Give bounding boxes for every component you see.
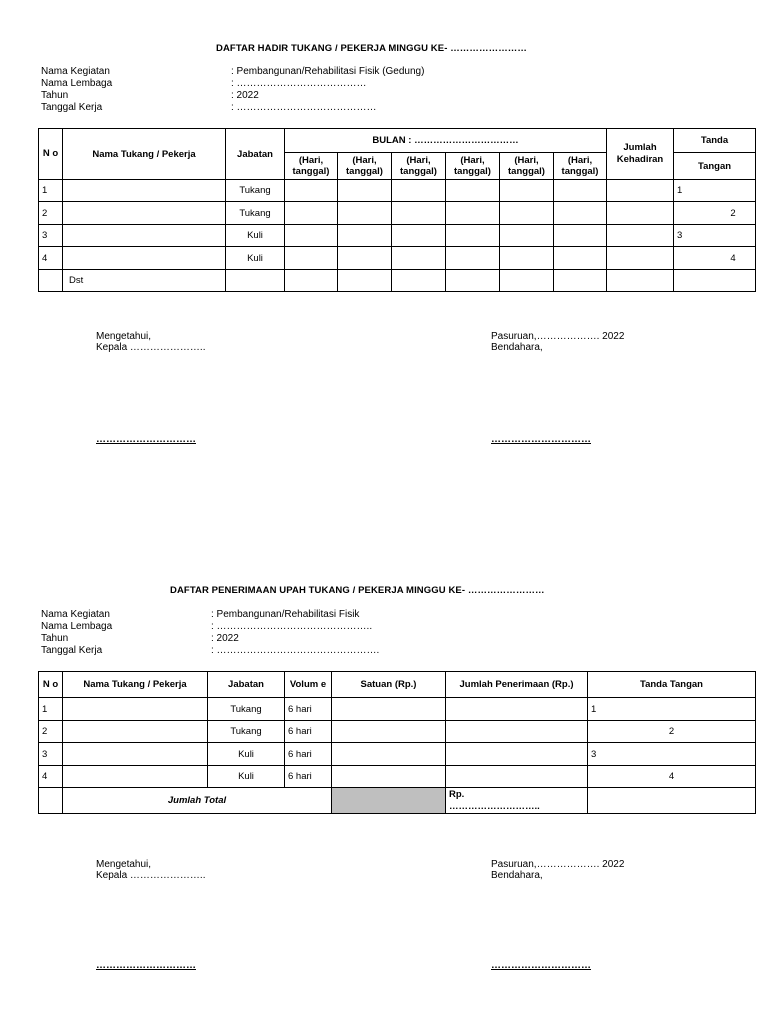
header-day: (Hari, tanggal) bbox=[500, 153, 554, 180]
header-tanda: Tanda bbox=[674, 129, 756, 153]
cell-no: 3 bbox=[39, 225, 63, 247]
cell-name bbox=[63, 202, 226, 225]
table-row bbox=[39, 247, 756, 270]
cell-jabatan: Tukang bbox=[208, 721, 285, 743]
total-amount bbox=[446, 788, 588, 814]
info-value: : Pembangunan/Rehabilitasi Fisik (Gedung) bbox=[231, 66, 425, 77]
attendance-title: DAFTAR HADIR TUKANG / PEKERJA MINGGU KE- …………………… bbox=[216, 43, 528, 54]
cell-jabatan: Tukang bbox=[226, 202, 285, 225]
signature-left bbox=[96, 859, 205, 881]
total-rp: Rp. bbox=[449, 788, 465, 800]
cell-jabatan: Tukang bbox=[226, 180, 285, 202]
info-value: : ……………………………………….. bbox=[211, 621, 373, 632]
sign-left-line: Mengetahui, bbox=[96, 331, 152, 342]
info-value: : Pembangunan/Rehabilitasi Fisik bbox=[211, 609, 360, 620]
cell-signature: 4 bbox=[588, 766, 756, 788]
cell-jabatan: Tukang bbox=[208, 698, 285, 721]
cell-signature: 3 bbox=[588, 743, 756, 766]
cell-name bbox=[63, 721, 208, 743]
table-row bbox=[39, 202, 756, 225]
cell-name bbox=[63, 225, 226, 247]
info-label: Tahun bbox=[41, 90, 69, 101]
cell-volume: 6 hari bbox=[285, 766, 332, 788]
header-day: (Hari, tanggal) bbox=[285, 153, 338, 180]
header-volume: Volum e bbox=[285, 672, 332, 698]
signature-line-right: ………………………… bbox=[491, 434, 591, 445]
info-label: Tanggal Kerja bbox=[41, 102, 103, 113]
signature-line-right: ………………………… bbox=[491, 960, 591, 971]
table-row bbox=[39, 766, 756, 788]
cell-name bbox=[63, 766, 208, 788]
total-dots: ……………………….. bbox=[449, 800, 540, 812]
header-no: N o bbox=[39, 672, 63, 698]
cell-no: 1 bbox=[39, 698, 63, 721]
table-row bbox=[39, 180, 756, 202]
cell-signature: 1 bbox=[588, 698, 756, 721]
header-bulan: BULAN : …………………………… bbox=[285, 129, 607, 153]
header-day: (Hari, tanggal) bbox=[554, 153, 607, 180]
cell-jabatan: Kuli bbox=[226, 247, 285, 270]
signature-left bbox=[96, 331, 205, 353]
cell-name bbox=[63, 247, 226, 270]
table-row bbox=[39, 698, 756, 721]
header-jabatan: Jabatan bbox=[226, 129, 285, 180]
header-no: N o bbox=[39, 129, 63, 180]
header-jumlah-kehadiran: Jumlah Kehadiran bbox=[607, 129, 674, 180]
cell-signature: 2 bbox=[588, 721, 756, 743]
cell-no: 2 bbox=[39, 721, 63, 743]
signature-right bbox=[491, 331, 624, 353]
info-label: Tahun bbox=[41, 633, 69, 644]
cell-jabatan: Kuli bbox=[226, 225, 285, 247]
sign-right-line: Pasuruan,………………. 2022 bbox=[491, 859, 625, 870]
header-jabatan: Jabatan bbox=[208, 672, 285, 698]
cell-no: 3 bbox=[39, 743, 63, 766]
cell-no: 1 bbox=[39, 180, 63, 202]
attendance-info bbox=[41, 66, 424, 114]
total-label: Jumlah Total bbox=[63, 788, 332, 814]
attendance-table bbox=[38, 128, 756, 292]
total-satuan-shaded bbox=[332, 788, 446, 814]
info-value: : ………………………………… bbox=[231, 78, 367, 89]
info-label: Nama Kegiatan bbox=[41, 609, 110, 620]
cell-name bbox=[63, 698, 208, 721]
table-row bbox=[39, 225, 756, 247]
header-tangan: Tangan bbox=[674, 153, 756, 180]
info-label: Nama Kegiatan bbox=[41, 66, 110, 77]
cell-no: 4 bbox=[39, 766, 63, 788]
cell-signature: 4 bbox=[674, 247, 756, 270]
cell-signature: 1 bbox=[674, 180, 756, 202]
table-row bbox=[39, 721, 756, 743]
header-name: Nama Tukang / Pekerja bbox=[63, 672, 208, 698]
cell-name bbox=[63, 743, 208, 766]
header-tanda-tangan: Tanda Tangan bbox=[588, 672, 756, 698]
sign-right-line: Bendahara, bbox=[491, 870, 543, 881]
cell-no: 4 bbox=[39, 247, 63, 270]
header-jumlah-penerimaan: Jumlah Penerimaan (Rp.) bbox=[446, 672, 588, 698]
header-day: (Hari, tanggal) bbox=[392, 153, 446, 180]
info-value: : …………………………………………. bbox=[211, 645, 380, 656]
info-label: Nama Lembaga bbox=[41, 78, 113, 89]
wage-info bbox=[41, 609, 379, 657]
sign-left-line: Mengetahui, bbox=[96, 859, 152, 870]
total-row bbox=[39, 788, 756, 814]
cell-volume: 6 hari bbox=[285, 721, 332, 743]
cell-signature: 2 bbox=[674, 202, 756, 225]
signature-line-left: ………………………… bbox=[96, 434, 196, 445]
info-label: Tanggal Kerja bbox=[41, 645, 103, 656]
cell-volume: 6 hari bbox=[285, 743, 332, 766]
header-day: (Hari, tanggal) bbox=[446, 153, 500, 180]
info-value: : 2022 bbox=[231, 90, 259, 101]
info-label: Nama Lembaga bbox=[41, 621, 113, 632]
cell-jabatan: Kuli bbox=[208, 743, 285, 766]
cell-name bbox=[63, 180, 226, 202]
sign-left-line: Kepala ………………….. bbox=[96, 342, 206, 353]
cell-no: 2 bbox=[39, 202, 63, 225]
table-row bbox=[39, 270, 756, 292]
info-value: : …………………………………… bbox=[231, 102, 377, 113]
signature-right bbox=[491, 859, 624, 881]
cell-dst: Dst bbox=[63, 270, 226, 292]
sign-right-line: Bendahara, bbox=[491, 342, 543, 353]
header-satuan: Satuan (Rp.) bbox=[332, 672, 446, 698]
sign-right-line: Pasuruan,………………. 2022 bbox=[491, 331, 625, 342]
header-name: Nama Tukang / Pekerja bbox=[63, 129, 226, 180]
signature-line-left: ………………………… bbox=[96, 960, 196, 971]
cell-jabatan: Kuli bbox=[208, 766, 285, 788]
wage-title: DAFTAR PENERIMAAN UPAH TUKANG / PEKERJA MINGGU KE- …………………… bbox=[170, 585, 545, 596]
cell-signature: 3 bbox=[674, 225, 756, 247]
info-value: : 2022 bbox=[211, 633, 239, 644]
wage-table bbox=[38, 671, 756, 814]
sign-left-line: Kepala ………………….. bbox=[96, 870, 206, 881]
header-day: (Hari, tanggal) bbox=[338, 153, 392, 180]
cell-volume: 6 hari bbox=[285, 698, 332, 721]
table-row bbox=[39, 743, 756, 766]
